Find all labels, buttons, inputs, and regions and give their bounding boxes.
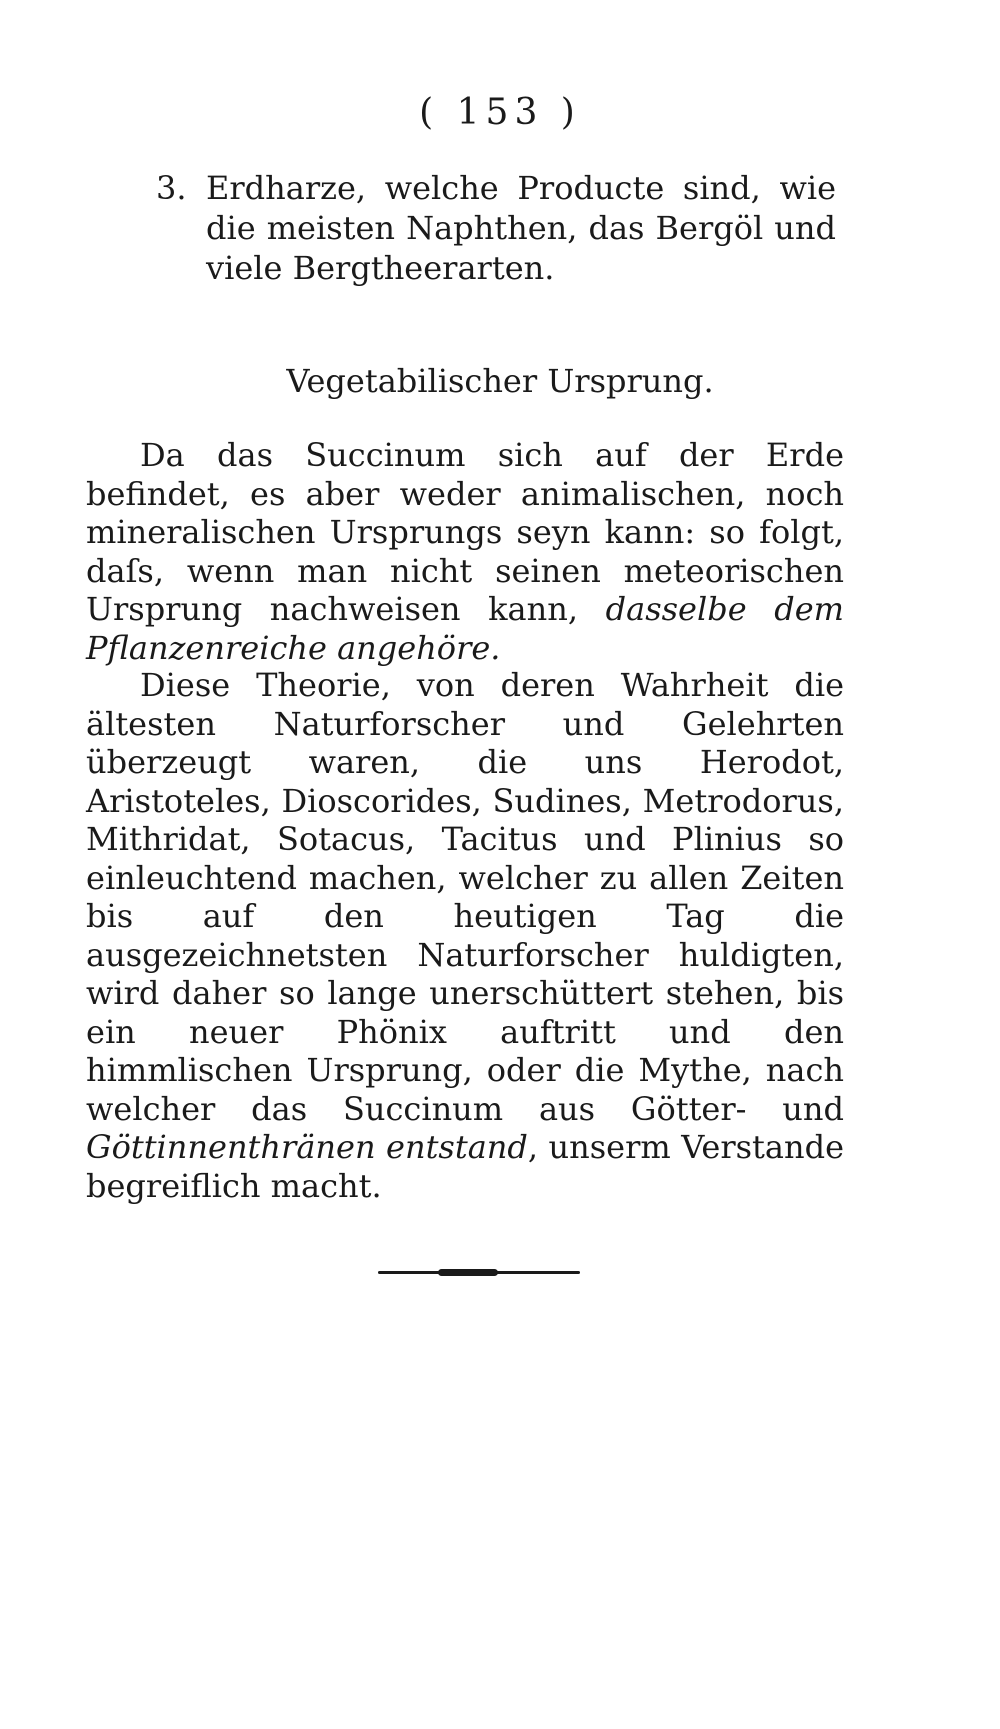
emphasized-text: dasselbe dem Pflanzenreiche angehöre. [86, 590, 845, 667]
list-entry [156, 168, 836, 288]
list-entry-number: 3. [156, 169, 187, 207]
section-heading: Vegetabilischer Ursprung. [286, 362, 714, 400]
emphasized-text: Göttinnenthränen entstand [86, 1128, 528, 1166]
list-entry-text: Erdharze, welche Producte sind, wie die meisten Naphthen, das Bergöl und viele Bergtheerarten. [206, 169, 836, 287]
page-number: ( 153 ) [419, 92, 581, 133]
paragraph-text: Diese Theorie, von deren Wahrheit die ältesten Naturforscher und Gelehrten überzeugt waren, die uns Herodot, Aristoteles, Dioscorides, Sudines, Metrodorus, Mithridat, Sotacus, Tacitus und Plinius so einleuchtend machen, welcher zu allen Zeiten bis auf den heutigen Tag die ausgezeichnetsten Naturforscher huldigten, wird daher so lange unerschüttert stehen, bis ein neuer Phönix auftritt und den himmlischen Ursprung, oder die Mythe, nach welcher das Succinum aus Götter- und [86, 666, 844, 1128]
paragraph [86, 436, 844, 667]
paragraph [86, 666, 844, 1205]
paragraph-text: Da das Succinum sich auf der Erde befindet, es aber weder animalischen, noch mineralischen Ursprungs seyn kann: so folgt, daſs, wenn man nicht seinen meteorischen Ursprung nachweisen kann, [86, 436, 844, 628]
decorative-rule [378, 1271, 580, 1274]
paragraph-text: , unserm Verstande begreiflich macht. [86, 1128, 844, 1205]
